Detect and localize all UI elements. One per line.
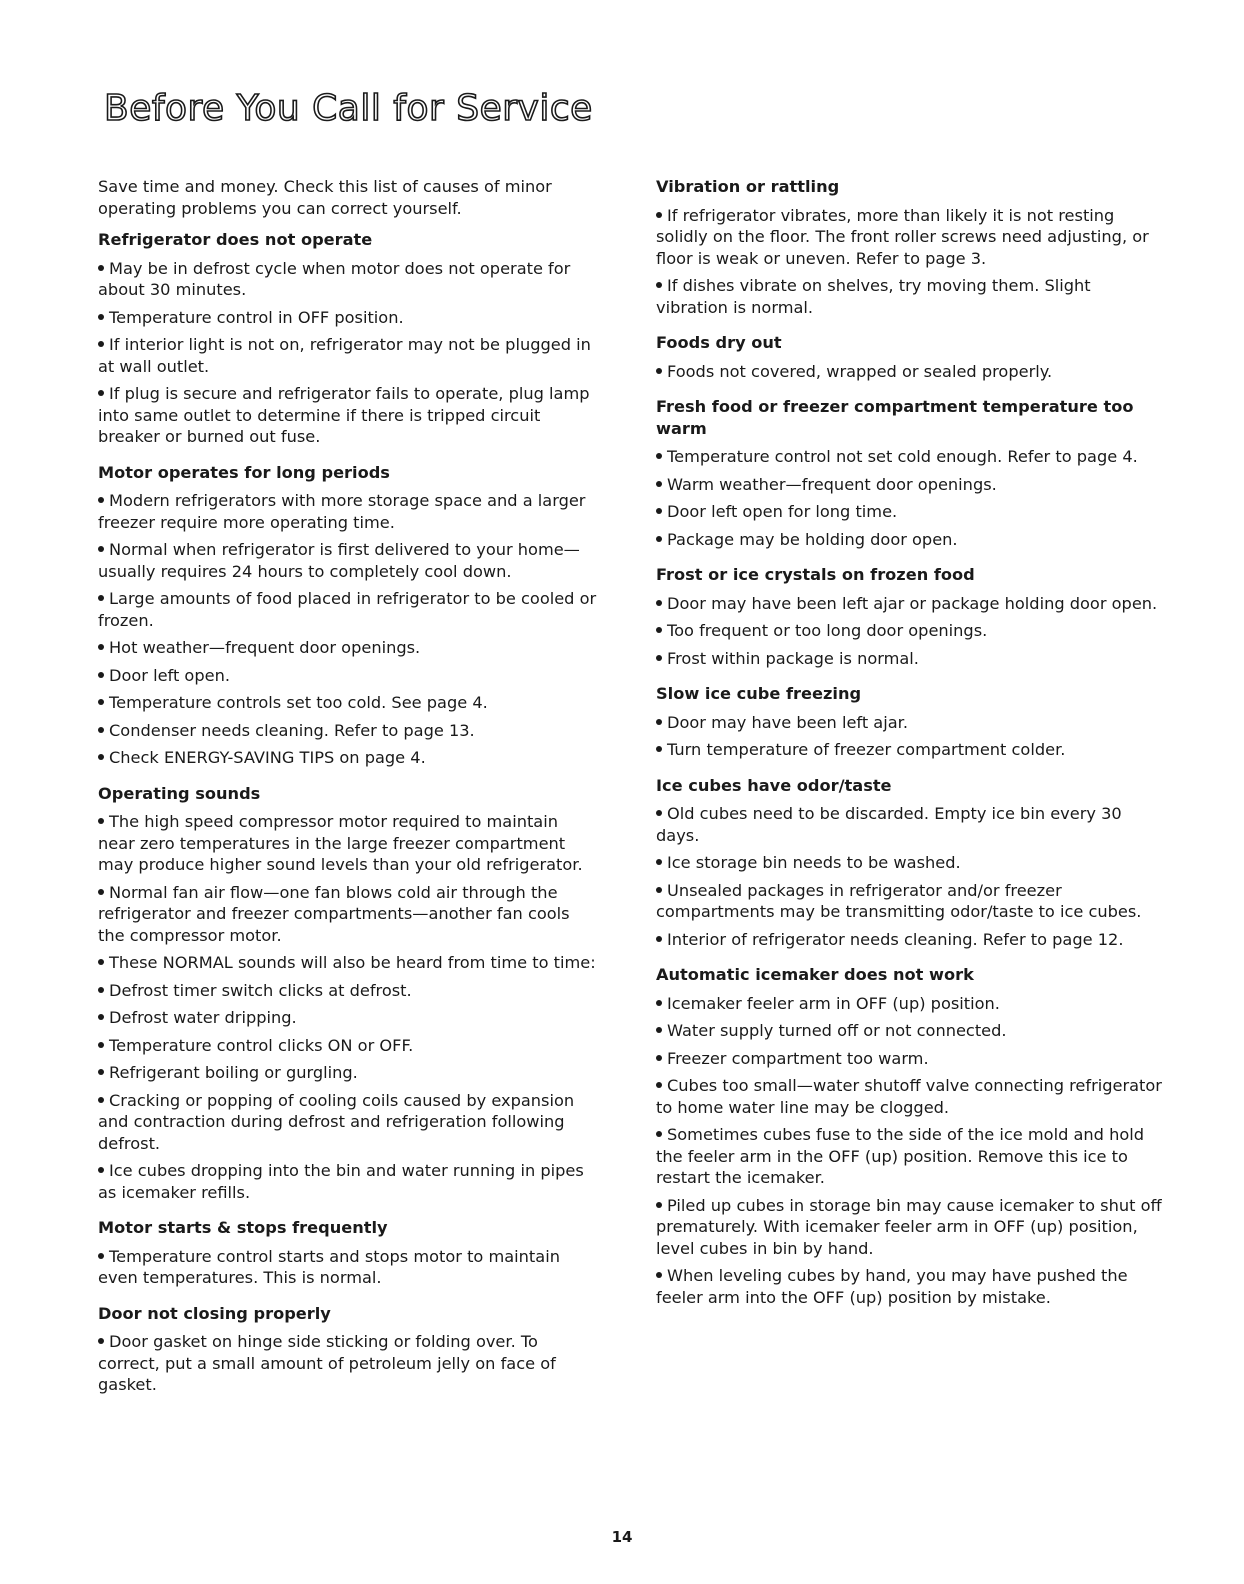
list-item	[98, 1090, 598, 1155]
list-item	[98, 1331, 598, 1396]
bullet-icon	[656, 887, 662, 893]
list-item-text: Door may have been left ajar.	[667, 712, 908, 732]
intro-text: Save time and money. Check this list of causes of minor operating problems you can correct yourself.	[98, 177, 552, 218]
list-item-text: Cracking or popping of cooling coils caused by expansion and contraction during defrost and refrigeration following defrost.	[98, 1090, 575, 1153]
left-column	[98, 176, 598, 1410]
list-item-text: Cubes too small—water shutoff valve connecting refrigerator to home water line may be clogged.	[656, 1076, 1162, 1117]
list-item-text: Defrost water dripping.	[109, 1008, 297, 1027]
list-item-text: Turn temperature of freezer compartment colder.	[667, 740, 1066, 759]
bullet-icon	[98, 1069, 104, 1075]
bullet-icon	[98, 595, 104, 601]
list-item-text: Door left open for long time.	[667, 502, 898, 521]
section-heading: Frost or ice crystals on frozen food	[656, 565, 975, 584]
bullet-icon	[98, 699, 104, 705]
section-motor-operates-for-long-periods	[98, 462, 598, 769]
bullet-icon	[98, 889, 104, 895]
list-item	[656, 1265, 1166, 1308]
list-item	[656, 620, 1166, 642]
bullet-icon	[656, 600, 662, 606]
section-motor-starts-and-stops-frequently	[98, 1217, 598, 1289]
list-item	[656, 1020, 1166, 1042]
list-item	[656, 361, 1166, 383]
list-item-text: Modern refrigerators with more storage space and a larger freezer require more operating time.	[98, 491, 586, 532]
bullet-icon	[656, 1082, 662, 1088]
list-item-text: Ice storage bin needs to be washed.	[667, 853, 961, 872]
list-item	[656, 593, 1166, 615]
bullet-icon	[656, 536, 662, 542]
list-item	[98, 980, 598, 1002]
bullet-icon	[656, 936, 662, 942]
list-item-text: If dishes vibrate on shelves, try moving them. Slight vibration is normal.	[656, 276, 1091, 317]
bullet-icon	[656, 1027, 662, 1033]
list-item-text: Sometimes cubes fuse to the side of the ice mold and hold the feeler arm in the OFF (up) position. Remove this ice to restart the icemaker.	[656, 1125, 1145, 1187]
list-item-text: Condenser needs cleaning. Refer to page 13.	[109, 720, 475, 740]
list-item-text: When leveling cubes by hand, you may have pushed the feeler arm into the OFF (up) position by mistake.	[656, 1266, 1128, 1307]
list-item-text: Unsealed packages in refrigerator and/or freezer compartments may be transmitting odor/taste to ice cubes.	[656, 880, 1142, 921]
list-item	[98, 539, 598, 582]
bullet-icon	[656, 859, 662, 865]
list-item	[98, 334, 598, 377]
bullet-icon	[98, 1097, 104, 1103]
list-item-text: Door gasket on hinge side sticking or folding over. To correct, put a small amount of petroleum jelly on face of gasket.	[98, 1332, 556, 1394]
section-fresh-food-or-freezer-compartment-temperature-too-warm	[656, 396, 1166, 550]
bullet-icon	[98, 390, 104, 396]
section-foods-dry-out	[656, 332, 1166, 382]
list-item-text: Door may have been left ajar or package holding door open.	[667, 593, 1158, 613]
list-item	[98, 1160, 598, 1203]
bullet-icon	[656, 746, 662, 752]
bullet-icon	[98, 1253, 104, 1259]
bullet-icon	[98, 314, 104, 320]
section-heading: Ice cubes have odor/taste	[656, 775, 892, 795]
list-item	[656, 852, 1166, 874]
bullet-icon	[656, 212, 662, 218]
list-item	[98, 588, 598, 631]
list-item	[98, 882, 598, 947]
list-item	[656, 1195, 1166, 1260]
list-item	[656, 1048, 1166, 1070]
bullet-icon	[98, 497, 104, 503]
list-item-text: Temperature controls set too cold. See page 4.	[109, 693, 488, 712]
bullet-icon	[656, 481, 662, 487]
list-item-text: If refrigerator vibrates, more than likely it is not resting solidly on the floor. The front roller screws need adjusting, or floor is weak or uneven. Refer to page 3.	[656, 205, 1149, 268]
list-item-text: May be in defrost cycle when motor does not operate for about 30 minutes.	[98, 258, 571, 299]
list-item	[98, 747, 598, 769]
list-item-text: Normal when refrigerator is first delivered to your home—usually requires 24 hours to completely cool down.	[98, 540, 580, 581]
bullet-icon	[98, 672, 104, 678]
list-item-text: Icemaker feeler arm in OFF (up) position.	[667, 993, 1000, 1013]
bullet-icon	[98, 644, 104, 650]
bullet-icon	[98, 265, 104, 271]
section-heading: Fresh food or freezer compartment temperature too warm	[656, 397, 1134, 438]
list-item-text: If plug is secure and refrigerator fails to operate, plug lamp into same outlet to determine if there is tripped circuit breaker or burned out fuse.	[98, 384, 590, 446]
bullet-icon	[98, 818, 104, 824]
list-item-text: Hot weather—frequent door openings.	[109, 638, 421, 657]
list-item-text: Ice cubes dropping into the bin and water running in pipes as icemaker refills.	[98, 1161, 584, 1202]
list-item-text: Freezer compartment too warm.	[667, 1048, 929, 1068]
list-item-text: Temperature control starts and stops motor to maintain even temperatures. This is normal.	[98, 1246, 560, 1287]
section-heading: Door not closing properly	[98, 1303, 331, 1323]
list-item	[656, 712, 1166, 734]
list-item	[98, 1246, 598, 1289]
bullet-icon	[656, 508, 662, 514]
list-item-text: Normal fan air flow—one fan blows cold air through the refrigerator and freezer compartments—another fan cools the compressor motor.	[98, 882, 570, 945]
list-item-text: These NORMAL sounds will also be heard from time to time:	[109, 953, 596, 972]
bullet-icon	[656, 1202, 662, 1208]
list-item-text: Defrost timer switch clicks at defrost.	[109, 980, 412, 1000]
list-item	[98, 1035, 598, 1057]
bullet-icon	[98, 1014, 104, 1020]
section-heading: Refrigerator does not operate	[98, 230, 373, 249]
list-item-text: Water supply turned off or not connected.	[667, 1021, 1007, 1040]
section-heading: Foods dry out	[656, 333, 782, 352]
list-item	[656, 501, 1166, 523]
list-item-text: Refrigerant boiling or gurgling.	[109, 1063, 358, 1082]
section-vibration-or-rattling	[656, 176, 1166, 318]
section-heading: Motor operates for long periods	[98, 462, 390, 482]
list-item	[98, 811, 598, 876]
list-item-text: Temperature control clicks ON or OFF.	[109, 1035, 414, 1055]
list-item	[656, 275, 1166, 318]
list-item-text: Temperature control not set cold enough. Refer to page 4.	[667, 447, 1138, 466]
section-slow-ice-cube-freezing	[656, 683, 1166, 761]
left-sections	[98, 229, 598, 1396]
bullet-icon	[656, 719, 662, 725]
bullet-icon	[656, 453, 662, 459]
bullet-icon	[98, 341, 104, 347]
list-item-text: Interior of refrigerator needs cleaning. Refer to page 12.	[667, 929, 1124, 949]
bullet-icon	[656, 1272, 662, 1278]
list-item-text: Frost within package is normal.	[667, 648, 919, 668]
bullet-icon	[656, 627, 662, 633]
right-column	[656, 176, 1166, 1322]
bullet-icon	[98, 987, 104, 993]
section-heading: Motor starts & stops frequently	[98, 1218, 388, 1237]
list-item	[98, 383, 598, 448]
list-item	[656, 1124, 1166, 1189]
list-item	[98, 952, 598, 974]
list-item-text: Foods not covered, wrapped or sealed properly.	[667, 361, 1053, 381]
list-item-text: Package may be holding door open.	[667, 529, 958, 549]
section-ice-cubes-have-odor-taste	[656, 775, 1166, 951]
page-title: Before You Call for Service	[104, 88, 593, 129]
bullet-icon	[656, 282, 662, 288]
bullet-icon	[656, 1055, 662, 1061]
list-item-text: Warm weather—frequent door openings.	[667, 474, 997, 494]
list-item-text: The high speed compressor motor required to maintain near zero temperatures in the large freezer compartment may produce higher sound levels than your old refrigerator.	[98, 812, 583, 874]
bullet-icon	[98, 754, 104, 760]
list-item	[656, 474, 1166, 496]
section-operating-sounds	[98, 783, 598, 1204]
bullet-icon	[98, 1167, 104, 1173]
bullet-icon	[98, 1338, 104, 1344]
list-item	[656, 1075, 1166, 1118]
bullet-icon	[98, 546, 104, 552]
list-item	[98, 720, 598, 742]
bullet-icon	[656, 1000, 662, 1006]
bullet-icon	[656, 368, 662, 374]
list-item	[656, 648, 1166, 670]
list-item	[98, 692, 598, 714]
list-item-text: Check ENERGY-SAVING TIPS on page 4.	[109, 748, 426, 767]
section-heading: Vibration or rattling	[656, 177, 840, 196]
bullet-icon	[656, 810, 662, 816]
list-item-text: Temperature control in OFF position.	[109, 307, 404, 327]
list-item	[656, 880, 1166, 923]
list-item	[98, 637, 598, 659]
list-item	[656, 205, 1166, 270]
list-item	[656, 993, 1166, 1015]
section-heading: Slow ice cube freezing	[656, 684, 862, 703]
section-frost-or-ice-crystals-on-frozen-food	[656, 564, 1166, 669]
bullet-icon	[98, 959, 104, 965]
list-item-text: Piled up cubes in storage bin may cause icemaker to shut off prematurely. With icemaker feeler arm in OFF (up) position, level cubes in bin by hand.	[656, 1195, 1162, 1258]
list-item	[98, 258, 598, 301]
bullet-icon	[656, 655, 662, 661]
list-item	[98, 1007, 598, 1029]
list-item-text: Too frequent or too long door openings.	[667, 621, 988, 640]
list-item	[656, 446, 1166, 468]
section-refrigerator-does-not-operate	[98, 229, 598, 448]
list-item	[98, 490, 598, 533]
list-item-text: Large amounts of food placed in refrigerator to be cooled or frozen.	[98, 589, 597, 630]
list-item	[656, 739, 1166, 761]
bullet-icon	[656, 1131, 662, 1137]
page-number: 14	[611, 1528, 633, 1546]
list-item	[656, 929, 1166, 951]
section-heading: Automatic icemaker does not work	[656, 965, 974, 984]
list-item	[98, 307, 598, 329]
list-item-text: Door left open.	[109, 665, 230, 685]
list-item	[656, 803, 1166, 846]
list-item-text: If interior light is not on, refrigerator may not be plugged in at wall outlet.	[98, 335, 591, 376]
right-sections	[656, 176, 1166, 1308]
list-item	[98, 665, 598, 687]
section-heading: Operating sounds	[98, 783, 261, 803]
list-item	[98, 1062, 598, 1084]
section-automatic-icemaker-does-not-work	[656, 964, 1166, 1308]
section-door-not-closing-properly	[98, 1303, 598, 1396]
bullet-icon	[98, 727, 104, 733]
list-item-text: Old cubes need to be discarded. Empty ice bin every 30 days.	[656, 804, 1122, 845]
bullet-icon	[98, 1042, 104, 1048]
list-item	[656, 529, 1166, 551]
